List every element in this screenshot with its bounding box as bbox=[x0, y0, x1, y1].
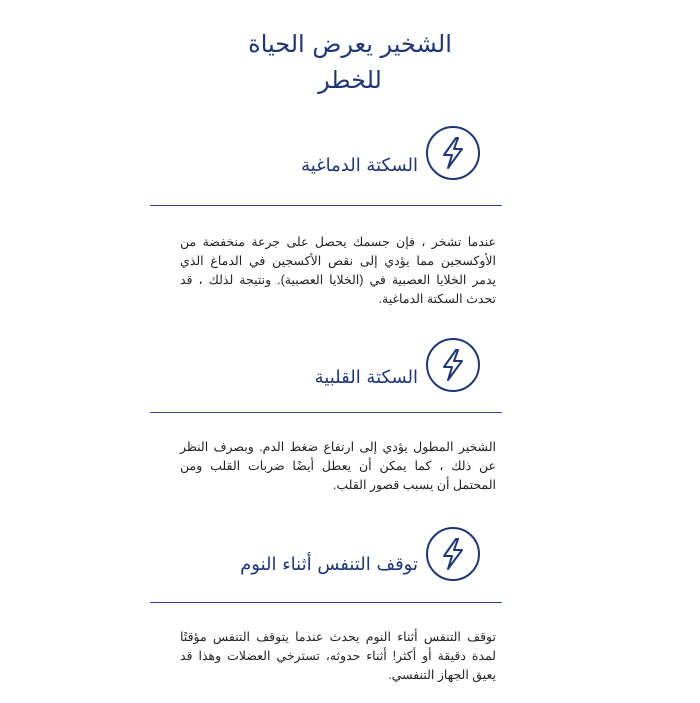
lightning-bolt-icon bbox=[426, 527, 480, 581]
section-divider bbox=[150, 205, 502, 206]
section-body: توقف التنفس أثناء النوم يحدث عندما يتوقف التنفس مؤقتًا لمدة دقيقة أو أكثر! أثناء حدوثه، تسترخي العضلات وهذا قد يعيق الجهاز التنفسي. bbox=[180, 630, 496, 682]
section-sleep-apnea-header bbox=[150, 527, 480, 587]
page-title-line-2: للخطر bbox=[318, 66, 382, 94]
lightning-bolt-icon bbox=[426, 126, 480, 180]
section-body: الشخير المطول يؤدي إلى ارتفاع ضغط الدم. وبصرف النظر عن ذلك ، كما يمكن أن يعطل أيضًا ضربات القلب ومن المحتمل أن يسبب قصور القلب. bbox=[180, 440, 496, 492]
section-body: عندما تشخر ، فإن جسمك يحصل على جرعة منخفضة من الأوكسجين مما يؤدي إلى نقص الأكسجين في الدماغ الذي يدمر الخلايا العصبية في (الخلايا العصبية). ونتيجة لذلك ، قد تحدث السكتة الدماغية. bbox=[180, 235, 496, 306]
section-title: السكتة القلبية bbox=[314, 367, 418, 388]
section-title: السكتة الدماغية bbox=[301, 155, 418, 176]
section-divider bbox=[150, 602, 502, 603]
page-title-line-1: الشخير يعرض الحياة bbox=[248, 30, 452, 58]
section-heart-attack-header bbox=[150, 338, 480, 398]
page-title bbox=[200, 26, 500, 98]
lightning-bolt-icon bbox=[426, 338, 480, 392]
section-stroke-header bbox=[150, 126, 480, 186]
section-title: توقف التنفس أثناء النوم bbox=[240, 554, 418, 575]
section-divider bbox=[150, 412, 502, 413]
